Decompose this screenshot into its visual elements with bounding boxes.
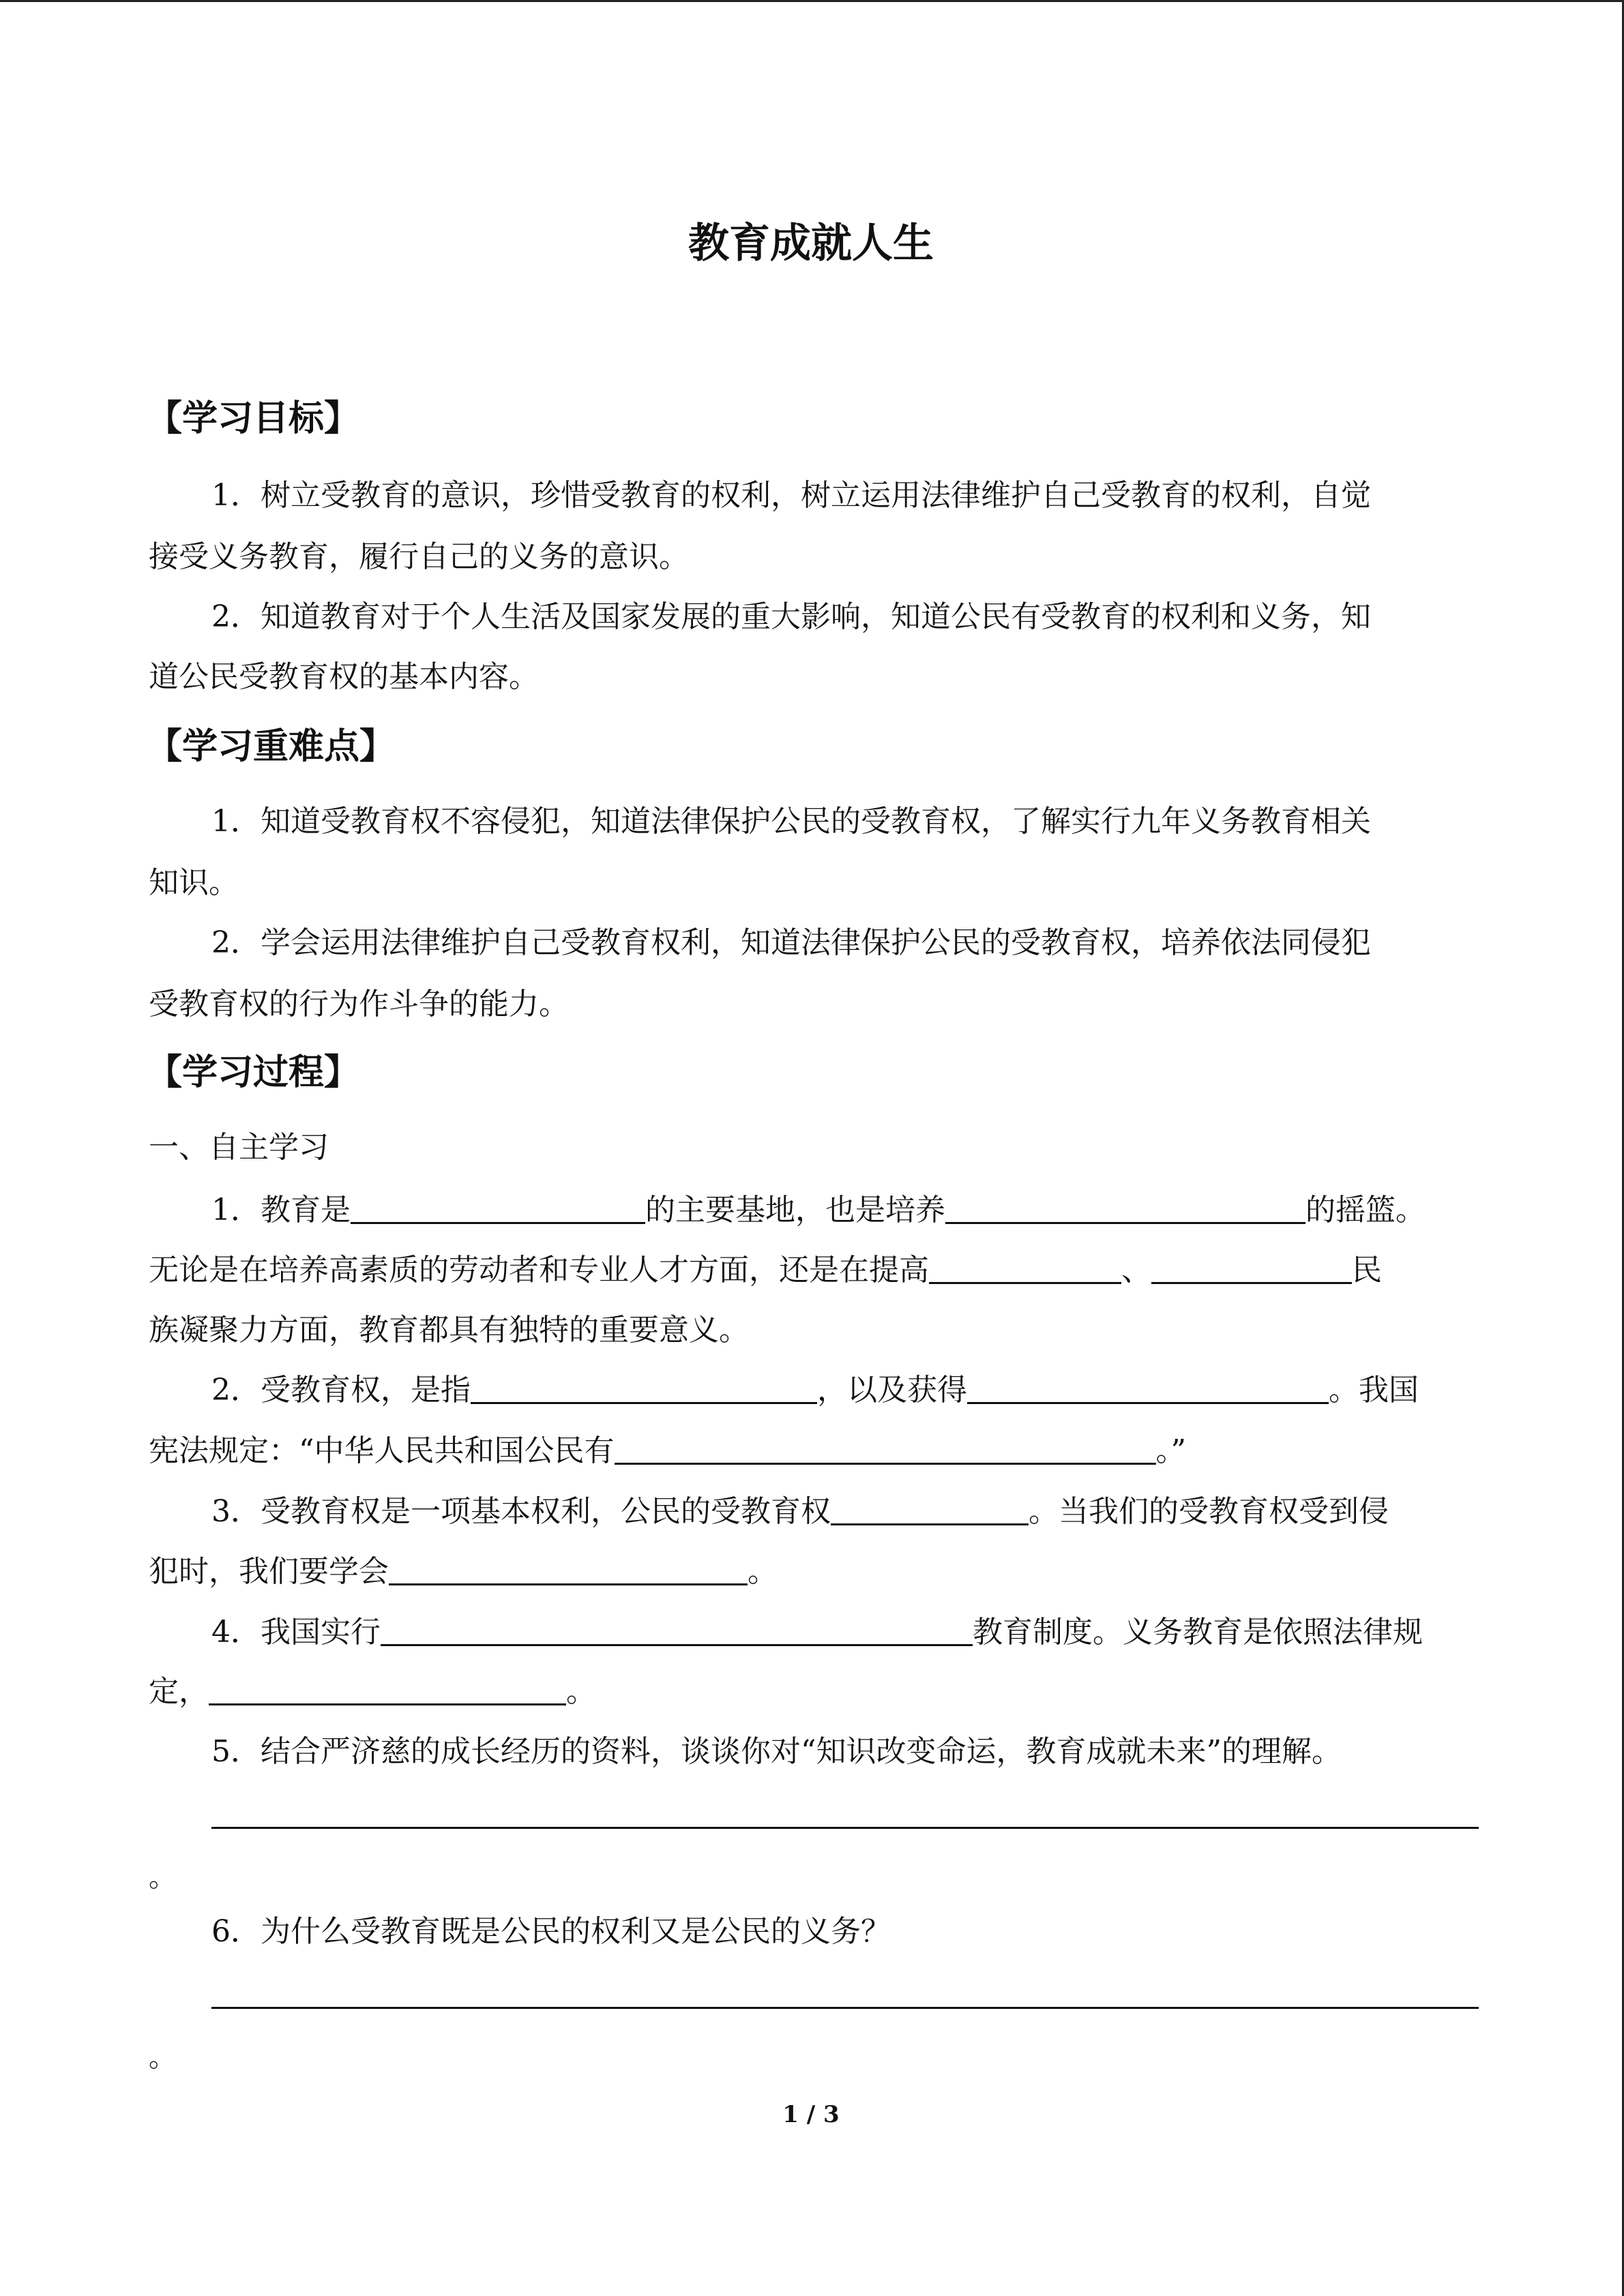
text: 、 bbox=[1121, 1253, 1151, 1287]
text: 教育制度。义务教育是依照法律规 bbox=[973, 1615, 1423, 1650]
question-4-line-2 bbox=[149, 1671, 596, 1712]
blank-3-2[interactable] bbox=[389, 1552, 748, 1585]
text: 宪法规定：“中华人民共和国公民有 bbox=[149, 1433, 615, 1468]
text: 。当我们的受教育权受到侵 bbox=[1029, 1494, 1389, 1529]
goal-2-line-1: 2．知道教育对于个人生活及国家发展的重大影响，知道公民有受教育的权利和义务，知 bbox=[211, 599, 1371, 634]
keypoint-2-line-2: 受教育权的行为作斗争的能力。 bbox=[149, 987, 569, 1022]
question-1-line-1 bbox=[211, 1190, 1426, 1231]
blank-1-2[interactable] bbox=[945, 1191, 1305, 1224]
goal-1-line-1: 1．树立受教育的意识，珍惜受教育的权利，树立运用法律维护自己受教育的权利，自觉 bbox=[211, 478, 1371, 513]
text: 2．受教育权，是指 bbox=[211, 1373, 471, 1407]
page-title: 教育成就人生 bbox=[688, 220, 934, 267]
blank-1-1[interactable] bbox=[351, 1191, 645, 1224]
question-6: 6．为什么受教育既是公民的权利又是公民的义务？ bbox=[211, 1914, 891, 1949]
text: 。 bbox=[566, 1674, 596, 1709]
question-6-end: 。 bbox=[149, 2042, 176, 2073]
text: 定， bbox=[149, 1674, 209, 1709]
section-heading-keypoints: 【学习重难点】 bbox=[147, 726, 396, 767]
text: ，以及获得 bbox=[817, 1373, 967, 1407]
question-5: 5．结合严济慈的成长经历的资料，谈谈你对“知识改变命运，教育成就未来”的理解。 bbox=[211, 1734, 1342, 1769]
blank-1-3[interactable] bbox=[929, 1251, 1121, 1284]
page-number: 1 / 3 bbox=[782, 2101, 840, 2128]
text: 的主要基地，也是培养 bbox=[645, 1193, 945, 1227]
keypoint-1-line-1: 1．知道受教育权不容侵犯，知道法律保护公民的受教育权，了解实行九年义务教育相关 bbox=[211, 804, 1371, 839]
blank-4-1[interactable] bbox=[381, 1613, 973, 1646]
blank-1-4[interactable] bbox=[1151, 1251, 1352, 1284]
answer-line-6[interactable] bbox=[211, 2007, 1479, 2009]
text: 。” bbox=[1155, 1433, 1186, 1468]
section-heading-goals: 【学习目标】 bbox=[147, 398, 360, 439]
keypoint-1-line-2: 知识。 bbox=[149, 865, 239, 900]
text: 的摇篮。 bbox=[1305, 1193, 1426, 1227]
answer-line-5[interactable] bbox=[211, 1827, 1479, 1829]
question-1-line-3: 族凝聚力方面，教育都具有独特的重要意义。 bbox=[149, 1313, 749, 1347]
question-2-line-1 bbox=[211, 1370, 1419, 1411]
goal-1-line-2: 接受义务教育，履行自己的义务的意识。 bbox=[149, 539, 689, 574]
blank-3-1[interactable] bbox=[831, 1492, 1029, 1525]
text: 4．我国实行 bbox=[211, 1615, 381, 1650]
text: 1．教育是 bbox=[211, 1193, 351, 1227]
text: 无论是在培养高素质的劳动者和专业人才方面，还是在提高 bbox=[149, 1253, 929, 1287]
question-5-end: 。 bbox=[149, 1862, 176, 1893]
blank-2-2[interactable] bbox=[967, 1371, 1329, 1404]
question-2-line-2 bbox=[149, 1431, 1186, 1472]
keypoint-2-line-1: 2．学会运用法律维护自己受教育权利，知道法律保护公民的受教育权，培养依法同侵犯 bbox=[211, 925, 1371, 960]
text: 。 bbox=[748, 1554, 778, 1589]
text: 犯时，我们要学会 bbox=[149, 1554, 389, 1589]
text: 。我国 bbox=[1329, 1373, 1419, 1407]
subsection-self-study: 一、自主学习 bbox=[149, 1130, 329, 1165]
text: 民 bbox=[1352, 1253, 1382, 1287]
section-heading-process: 【学习过程】 bbox=[147, 1052, 360, 1093]
question-3-line-1 bbox=[211, 1491, 1389, 1532]
text: 3．受教育权是一项基本权利，公民的受教育权 bbox=[211, 1494, 831, 1529]
goal-2-line-2: 道公民受教育权的基本内容。 bbox=[149, 659, 539, 694]
blank-4-2[interactable] bbox=[209, 1672, 566, 1705]
blank-2-3[interactable] bbox=[615, 1431, 1156, 1465]
question-1-line-2 bbox=[149, 1250, 1382, 1291]
question-4-line-1 bbox=[211, 1612, 1423, 1653]
question-3-line-2 bbox=[149, 1551, 778, 1592]
blank-2-1[interactable] bbox=[471, 1371, 817, 1404]
